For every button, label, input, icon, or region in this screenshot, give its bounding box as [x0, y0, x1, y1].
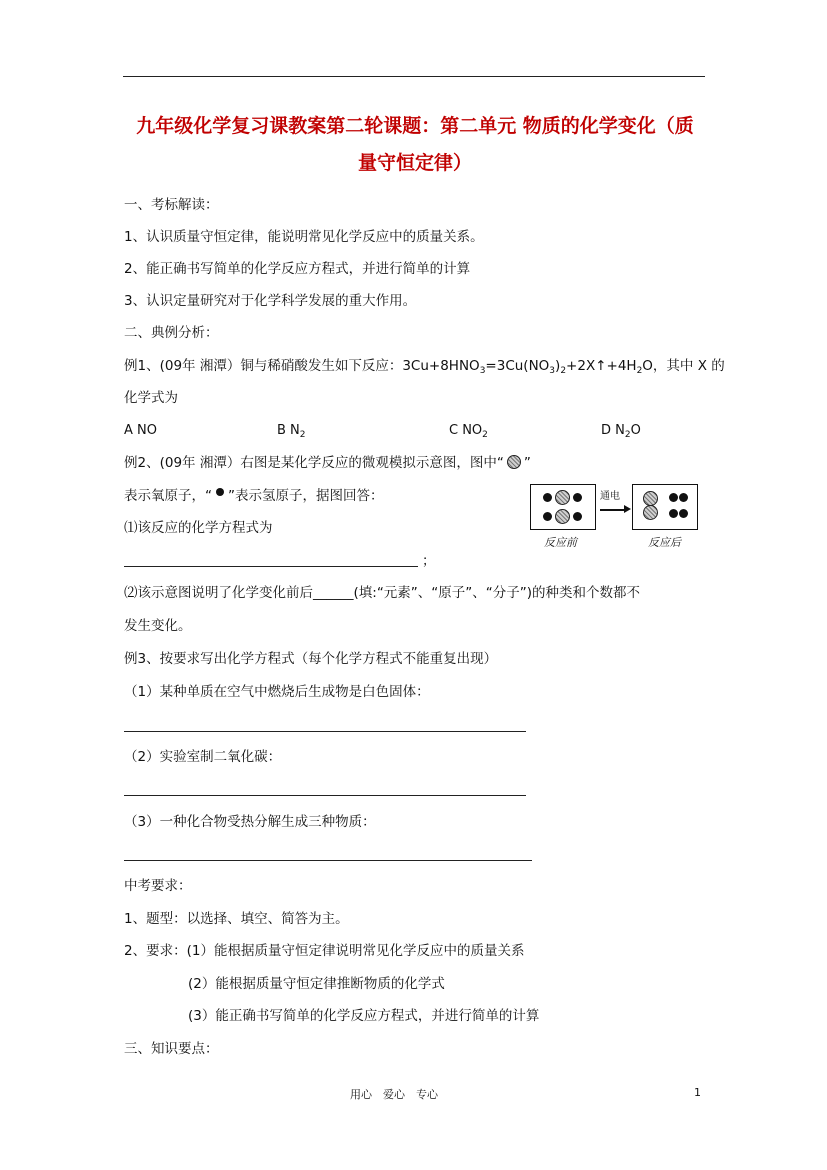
- exam-req-3: (2）能根据质量守恒定律推断物质的化学式: [188, 976, 445, 992]
- section3-heading: 三、知识要点：: [124, 1041, 219, 1057]
- page-number: 1: [694, 1086, 701, 1099]
- option-d: D $N_2O$: [601, 423, 641, 440]
- oxygen-atom: [643, 491, 658, 506]
- answer-blank-q1: [124, 566, 418, 567]
- arrow-label: 通电: [600, 491, 620, 502]
- answer-blank-1: [124, 731, 526, 732]
- semicolon: ；: [422, 553, 436, 569]
- option-b: B $N_2$: [277, 423, 306, 440]
- example2-q2: ⑵该示意图说明了化学变化前后______(填:“元素”、“原子”、“分子”)的种类和个数都不: [124, 585, 641, 601]
- hydrogen-atom: [679, 493, 688, 502]
- s1-item-2: 2、能正确书写简单的化学反应方程式，并进行简单的计算: [124, 261, 471, 277]
- exam-req-2: 2、要求：(1）能根据质量守恒定律说明常见化学反应中的质量关系: [124, 943, 525, 959]
- example3-item-3: （3）一种化合物受热分解生成三种物质：: [124, 814, 376, 830]
- example3-heading: 例3、按要求写出化学方程式（每个化学方程式不能重复出现）: [124, 651, 498, 667]
- section1-heading: 一、考标解读：: [124, 197, 219, 213]
- after-label: 反应后: [648, 536, 681, 549]
- oxygen-atom-icon: [507, 455, 521, 469]
- oxygen-atom: [555, 509, 570, 524]
- s1-item-1: 1、认识质量守恒定律，能说明常见化学反应中的质量关系。: [124, 229, 484, 245]
- exam-requirements-heading: 中考要求：: [124, 878, 192, 894]
- footer-motto: 用心 爱心 专心: [350, 1088, 438, 1101]
- hydrogen-atom-icon: [216, 488, 224, 496]
- oxygen-atom: [643, 505, 658, 520]
- example2-q2-line2: 发生变化。: [124, 618, 192, 634]
- example2-text: 例2、(09年 湘潭）右图是某化学反应的微观模拟示意图，图中“ ”: [124, 455, 531, 471]
- hydrogen-atom: [573, 512, 582, 521]
- example2-q1: ⑴该反应的化学方程式为: [124, 520, 273, 536]
- before-reaction-box: [530, 484, 596, 530]
- example3-item-1: （1）某种单质在空气中燃烧后生成物是白色固体：: [124, 684, 430, 700]
- hydrogen-atom: [669, 493, 678, 502]
- arrow-head-icon: [624, 505, 631, 513]
- hydrogen-atom: [669, 509, 678, 518]
- exam-req-1: 1、题型：以选择、填空、简答为主。: [124, 911, 349, 927]
- example1-text: 例1、(09年 湘潭）铜与稀硝酸发生如下反应：$3Cu+8HNO_3=3Cu(NO_3)_2+2X↑+4H_2O$，其中 X 的: [124, 358, 725, 376]
- reaction-arrow: [600, 509, 626, 511]
- answer-blank-2: [124, 795, 526, 796]
- header-rule: [123, 76, 705, 77]
- hydrogen-atom: [679, 509, 688, 518]
- s1-item-3: 3、认识定量研究对于化学科学发展的重大作用。: [124, 293, 417, 309]
- after-reaction-box: [632, 484, 698, 530]
- before-label: 反应前: [544, 536, 577, 549]
- exam-req-4: (3）能正确书写简单的化学反应方程式，并进行简单的计算: [188, 1008, 540, 1024]
- hydrogen-atom: [543, 512, 552, 521]
- option-a: A NO: [124, 423, 157, 438]
- option-c: C $NO_2$: [449, 423, 488, 440]
- reaction-diagram: [530, 484, 710, 552]
- hydrogen-atom: [573, 493, 582, 502]
- answer-blank-3: [124, 860, 532, 861]
- section2-heading: 二、典例分析：: [124, 325, 219, 341]
- oxygen-atom: [555, 490, 570, 505]
- hydrogen-atom: [543, 493, 552, 502]
- page-title-line1: 九年级化学复习课教案第二轮课题：第二单元 物质的化学变化（质: [136, 115, 694, 137]
- example1-line2: 化学式为: [124, 390, 178, 406]
- example3-item-2: （2）实验室制二氧化碳：: [124, 749, 282, 765]
- example2-line2: 表示氧原子，“ ”表示氢原子，据图回答：: [124, 488, 384, 504]
- page-title-line2: 量守恒定律）: [357, 152, 472, 174]
